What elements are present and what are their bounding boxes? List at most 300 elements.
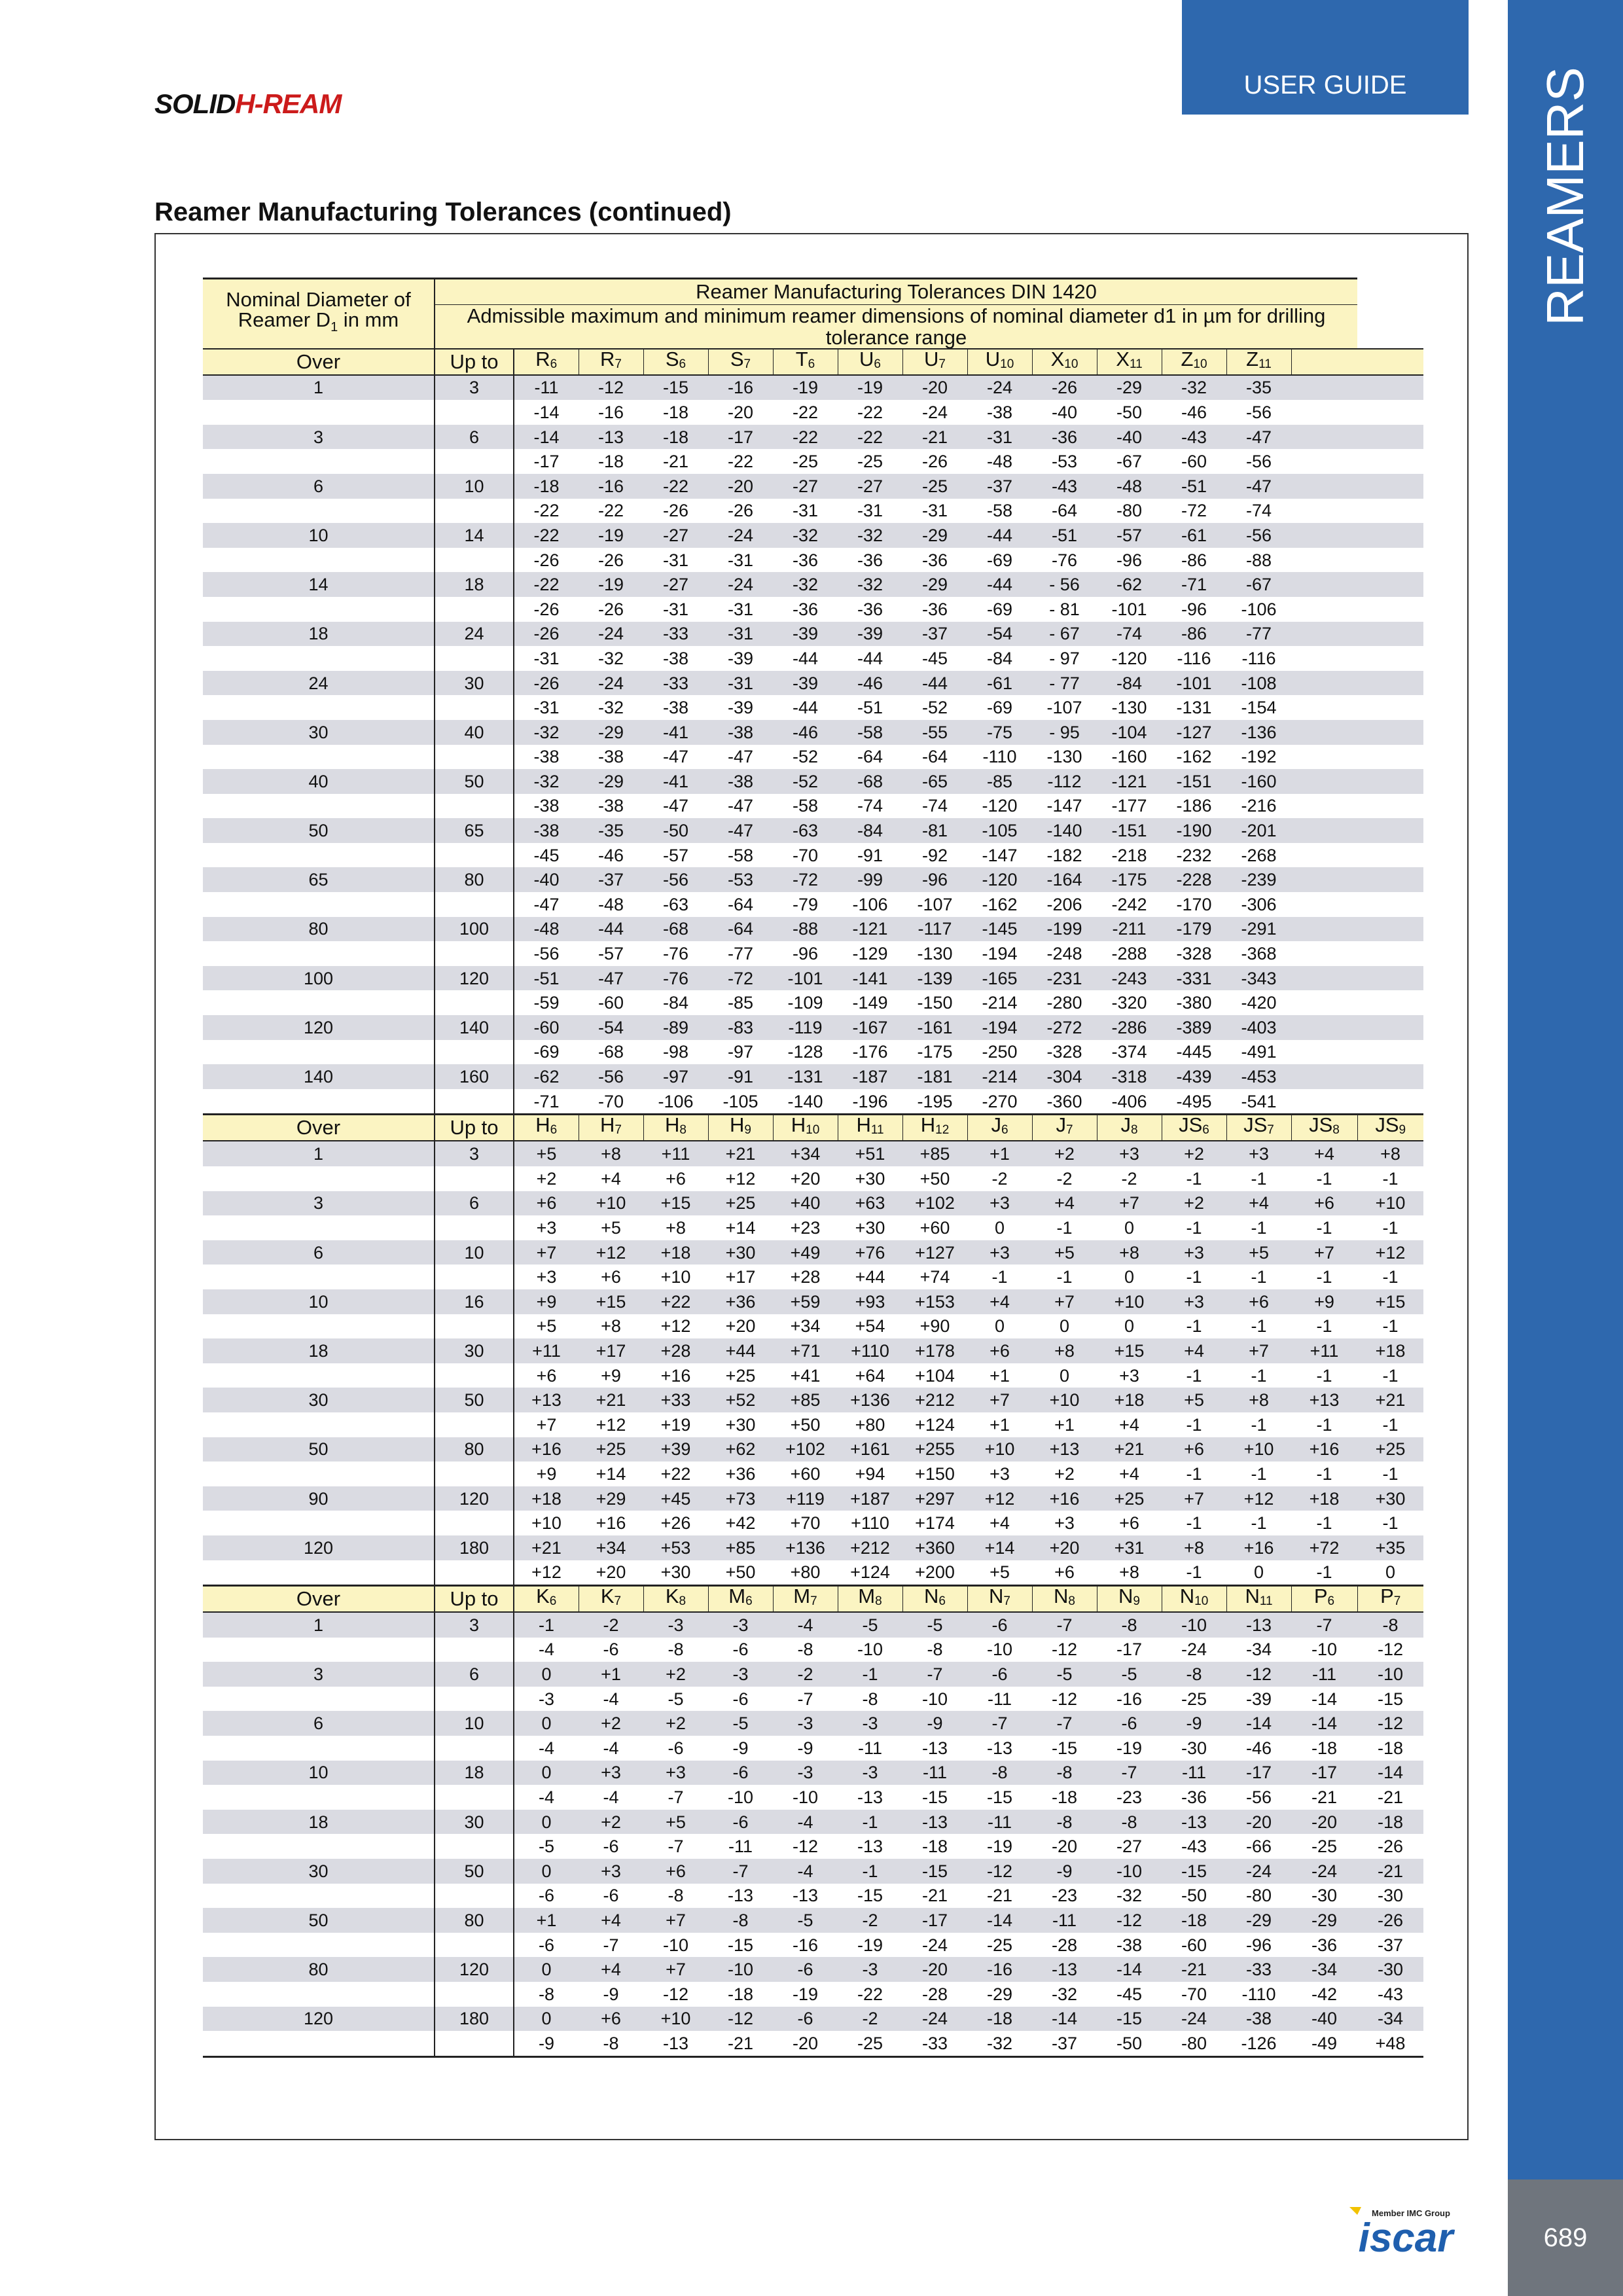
tolerance-value: -19: [838, 375, 902, 401]
empty-cell: [1357, 548, 1423, 573]
tolerance-value: +76: [838, 1240, 902, 1265]
tolerance-value: +30: [855, 1168, 885, 1189]
tolerance-value: -176: [852, 1042, 888, 1062]
tolerance-value: -6: [603, 1640, 619, 1660]
tolerance-value: +25: [725, 1365, 756, 1386]
empty-cell: [1357, 990, 1423, 1015]
tolerance-value: -1: [1382, 1316, 1399, 1336]
tolerance-value: +2: [579, 1810, 643, 1835]
tolerance-value: -9: [514, 2031, 579, 2056]
empty-cell: [1357, 1040, 1423, 1065]
table-row: [203, 867, 1423, 892]
tolerance-value: -147: [982, 845, 1018, 865]
tolerance-letter: Z: [1246, 348, 1259, 370]
over-cell: [203, 597, 435, 622]
tolerance-value: -130: [917, 944, 953, 964]
tolerance-value: -81: [902, 818, 967, 843]
tolerance-value: -25: [838, 2031, 902, 2056]
upto-cell: [435, 1412, 514, 1437]
tolerance-value: +4: [1226, 1191, 1291, 1216]
tolerance-value: -1: [1316, 1168, 1332, 1189]
tolerance-value: -16: [708, 375, 773, 401]
tolerance-class-header: [773, 1586, 838, 1613]
upto-cell: 80: [435, 867, 514, 892]
tolerance-class-header: [1097, 349, 1162, 375]
tolerance-value: -50: [1116, 402, 1143, 422]
tolerance-value: -63: [662, 894, 689, 914]
tolerance-value: -19: [579, 523, 643, 548]
upto-cell: [435, 1638, 514, 1662]
tolerance-value: +7: [1226, 1338, 1291, 1363]
tolerance-value: +9: [601, 1365, 621, 1386]
tolerance-value: -65: [902, 769, 967, 794]
table-row: [203, 1265, 1423, 1289]
empty-cell: [1291, 892, 1357, 917]
tolerance-value: -11: [728, 1837, 753, 1857]
tolerance-letter: M: [728, 1585, 746, 1608]
tolerance-value: -56: [533, 944, 560, 964]
tolerance-value: -119: [773, 1015, 838, 1040]
tolerance-value: -11: [1291, 1662, 1357, 1687]
user-guide-label: USER GUIDE: [1243, 71, 1407, 99]
tolerance-value: +12: [531, 1562, 562, 1583]
tolerance-value: -161: [902, 1015, 967, 1040]
empty-cell: [1291, 597, 1357, 622]
tolerance-class-header: [1291, 1586, 1357, 1613]
tolerance-value: -10: [921, 1689, 948, 1709]
upto-cell: [435, 1687, 514, 1712]
tolerance-value: -29: [1097, 375, 1162, 401]
over-cell: [203, 1462, 435, 1486]
tolerance-value: -36: [1181, 1787, 1207, 1808]
tolerance-grade: 10: [1194, 1594, 1209, 1609]
over-cell: 30: [203, 720, 435, 745]
tolerance-value: +26: [660, 1513, 691, 1534]
tolerance-value: -27: [1116, 1837, 1143, 1857]
tolerance-value: -67: [1226, 572, 1291, 597]
tolerance-value: +10: [1226, 1437, 1291, 1462]
tolerance-value: -6: [668, 1738, 684, 1758]
tolerance-value: -32: [597, 648, 624, 668]
tolerance-value: -48: [1097, 474, 1162, 499]
tolerance-value: -68: [838, 769, 902, 794]
tolerance-letter: N: [924, 1585, 939, 1608]
table-row: [203, 966, 1423, 991]
tolerance-value: -7: [1032, 1711, 1097, 1736]
tolerance-grade: 7: [1003, 1594, 1010, 1609]
tolerance-value: -60: [597, 993, 624, 1013]
tolerance-value: -69: [986, 599, 1013, 619]
tolerance-value: -1: [838, 1810, 902, 1835]
tolerance-value: -10: [857, 1640, 883, 1660]
tolerance-grade: 6: [549, 1594, 557, 1609]
tolerance-value: +25: [579, 1437, 643, 1462]
tolerance-letter: U: [924, 348, 939, 370]
tolerance-grade: 8: [875, 1594, 882, 1609]
tolerance-value: -374: [1111, 1042, 1147, 1062]
tolerance-value: -151: [1162, 769, 1226, 794]
empty-cell: [1357, 499, 1423, 524]
over-cell: [203, 1089, 435, 1115]
tolerance-value: -36: [921, 599, 948, 619]
tolerance-value: -27: [838, 474, 902, 499]
tolerance-value: -26: [1357, 1908, 1423, 1933]
tolerance-value: -18: [921, 1837, 948, 1857]
tolerance-grade: 7: [615, 357, 622, 371]
upto-cell: 10: [435, 1240, 514, 1265]
tolerance-value: +6: [1226, 1289, 1291, 1314]
tolerance-grade: 6: [1327, 1594, 1335, 1609]
tolerance-value: -9: [902, 1711, 967, 1736]
upto-header: Up to: [435, 349, 514, 375]
tolerance-value: -18: [597, 452, 624, 472]
tolerance-value: -8: [708, 1908, 773, 1933]
tolerance-value: +35: [1357, 1535, 1423, 1560]
tolerance-value: -1: [1251, 1513, 1267, 1534]
tolerance-value: -214: [982, 993, 1018, 1013]
tolerance-value: +52: [708, 1388, 773, 1412]
tolerance-value: -6: [967, 1662, 1032, 1687]
tolerance-value: +71: [773, 1338, 838, 1363]
tolerance-value: -1: [1382, 1365, 1399, 1386]
tolerance-value: +73: [708, 1486, 773, 1511]
nominal-header-line3: in mm: [338, 308, 399, 332]
tolerance-value: -291: [1226, 917, 1291, 942]
tolerance-value: -7: [1097, 1761, 1162, 1785]
over-cell: [203, 941, 435, 966]
page-number: 689: [1543, 2223, 1588, 2252]
tolerance-value: -175: [1097, 867, 1162, 892]
tolerance-value: -406: [1111, 1091, 1147, 1111]
tolerance-value: -175: [917, 1042, 953, 1062]
tolerance-value: -28: [1051, 1935, 1078, 1955]
table-row: [203, 1191, 1423, 1216]
tolerance-value: -214: [967, 1064, 1032, 1089]
tolerance-value: -3: [773, 1761, 838, 1785]
tolerance-value: -31: [727, 599, 754, 619]
tolerance-value: +187: [838, 1486, 902, 1511]
tolerance-value: -288: [1111, 944, 1147, 964]
table-row: [203, 1437, 1423, 1462]
tolerance-value: -12: [967, 1859, 1032, 1884]
tolerance-value: -67: [1116, 452, 1143, 472]
tolerance-letter: N: [1118, 1585, 1133, 1608]
tolerance-value: -162: [982, 894, 1018, 914]
tolerance-value: -179: [1162, 917, 1226, 942]
tolerance-value: -445: [1176, 1042, 1212, 1062]
tolerance-value: -47: [708, 818, 773, 843]
tolerance-value: -2: [838, 2007, 902, 2032]
tolerance-value: -25: [857, 452, 883, 472]
tolerance-value: -43: [1162, 425, 1226, 450]
tolerance-grade: 7: [1393, 1594, 1401, 1609]
tolerance-value: +124: [850, 1562, 890, 1583]
tolerance-value: -306: [1241, 894, 1277, 914]
tolerance-value: +102: [773, 1437, 838, 1462]
tolerance-value: -27: [643, 523, 708, 548]
tolerance-value: +5: [536, 1316, 557, 1336]
tolerance-value: +10: [1097, 1289, 1162, 1314]
over-cell: [203, 1736, 435, 1761]
tolerance-value: -50: [643, 818, 708, 843]
tolerance-value: -21: [662, 452, 689, 472]
table-row: [203, 818, 1423, 843]
tolerance-value: -117: [902, 917, 967, 942]
tolerance-value: -19: [773, 375, 838, 401]
empty-cell: [1291, 1040, 1357, 1065]
empty-cell: [1357, 745, 1423, 770]
tolerance-value: +18: [643, 1240, 708, 1265]
upto-cell: [435, 1166, 514, 1191]
table-row: [203, 671, 1423, 696]
tolerance-value: -43: [1032, 474, 1097, 499]
tolerance-class-header: [838, 1586, 902, 1613]
tolerance-value: -37: [967, 474, 1032, 499]
tolerance-value: +22: [660, 1463, 691, 1484]
tolerance-value: -51: [514, 966, 579, 991]
tolerance-value: -1: [838, 1662, 902, 1687]
tolerance-value: -196: [852, 1091, 888, 1111]
tolerance-value: -5: [773, 1908, 838, 1933]
tolerance-value: -46: [773, 720, 838, 745]
table-row: [203, 597, 1423, 622]
tolerance-value: +20: [790, 1168, 821, 1189]
tolerance-value: -145: [967, 917, 1032, 942]
tolerance-value: -19: [579, 572, 643, 597]
tolerance-class-header: [579, 349, 643, 375]
tolerance-value: +7: [514, 1240, 579, 1265]
empty-cell: [1291, 548, 1357, 573]
tolerance-value: -5: [902, 1612, 967, 1638]
tolerance-value: +20: [725, 1316, 756, 1336]
tolerance-value: -34: [1291, 1957, 1357, 1982]
empty-cell: [1291, 720, 1357, 745]
tolerance-value: +5: [514, 1141, 579, 1166]
tolerance-value: -56: [1245, 402, 1272, 422]
tolerance-value: -3: [838, 1957, 902, 1982]
tolerance-value: -48: [986, 452, 1013, 472]
tolerance-value: +18: [1357, 1338, 1423, 1363]
upto-cell: [435, 1040, 514, 1065]
tolerance-value: -1: [1186, 1217, 1202, 1238]
tolerance-grade: 6: [550, 357, 558, 371]
empty-cell: [1357, 449, 1423, 474]
table-row: [203, 1064, 1423, 1089]
upto-cell: [435, 1215, 514, 1240]
tolerance-value: +22: [643, 1289, 708, 1314]
tolerance-value: -12: [1051, 1640, 1078, 1660]
tolerance-value: +15: [1357, 1289, 1423, 1314]
tolerance-value: -63: [773, 818, 838, 843]
tolerance-value: +8: [666, 1217, 686, 1238]
tolerance-value: -4: [603, 1738, 619, 1758]
empty-cell: [1357, 917, 1423, 942]
side-band: [1508, 0, 1623, 2179]
tolerance-value: -37: [1032, 2031, 1097, 2056]
tolerance-grade: 6: [874, 357, 881, 371]
tolerance-value: +74: [919, 1267, 950, 1287]
tolerance-value: +7: [1032, 1289, 1097, 1314]
tolerance-value: +2: [1162, 1141, 1226, 1166]
tolerance-value: -15: [643, 375, 708, 401]
tolerance-value: -18: [1051, 1787, 1078, 1808]
tolerance-value: -6: [708, 1761, 773, 1785]
tolerance-value: +8: [601, 1316, 621, 1336]
tolerance-value: -2: [1121, 1168, 1137, 1189]
tolerance-value: -14: [1357, 1761, 1423, 1785]
tolerance-value: -53: [1051, 452, 1078, 472]
tolerance-value: -32: [514, 769, 579, 794]
tolerance-value: +48: [1357, 2031, 1423, 2056]
tolerance-value: -147: [1046, 796, 1082, 816]
over-cell: [203, 1363, 435, 1388]
tolerance-grade: 12: [935, 1123, 950, 1138]
tolerance-grade: 7: [1065, 1123, 1073, 1138]
tolerance-value: -44: [967, 572, 1032, 597]
tolerance-value: -11: [857, 1738, 883, 1758]
tolerance-grade: 7: [615, 1123, 622, 1138]
tolerance-letter: JS: [1375, 1114, 1399, 1137]
tolerance-value: +34: [579, 1535, 643, 1560]
tolerance-value: +4: [1119, 1414, 1139, 1435]
nominal-header-line1: Nominal Diameter of: [226, 288, 411, 312]
empty-cell: [1357, 769, 1423, 794]
tolerance-value: -1: [838, 1859, 902, 1884]
tolerance-value: -26: [662, 501, 689, 521]
upto-cell: 140: [435, 1015, 514, 1040]
tolerance-class-header: [643, 1115, 708, 1141]
tolerance-value: -1: [1186, 1168, 1202, 1189]
tolerance-value: -18: [643, 425, 708, 450]
upto-cell: 160: [435, 1064, 514, 1089]
tolerance-value: -24: [1162, 2007, 1226, 2032]
over-header: Over: [203, 1115, 435, 1141]
over-cell: 6: [203, 1240, 435, 1265]
tolerance-value: -69: [986, 550, 1013, 570]
tolerance-value: -22: [514, 572, 579, 597]
tolerance-value: -60: [1181, 452, 1207, 472]
tolerance-grade: 9: [1399, 1123, 1406, 1138]
tolerance-value: -6: [603, 1886, 619, 1906]
tolerance-letter: H: [791, 1114, 806, 1137]
upto-cell: 65: [435, 818, 514, 843]
empty-cell: [1357, 695, 1423, 720]
tolerance-value: -21: [1162, 1957, 1226, 1982]
tolerance-value: +60: [790, 1463, 821, 1484]
tolerance-value: +7: [536, 1414, 557, 1435]
tolerance-value: -1: [1382, 1168, 1399, 1189]
upto-cell: [435, 990, 514, 1015]
tolerance-value: +23: [790, 1217, 821, 1238]
tolerance-value: -16: [967, 1957, 1032, 1982]
tolerance-value: +5: [643, 1810, 708, 1835]
tolerance-value: -25: [1181, 1689, 1207, 1709]
tolerance-value: 0: [514, 1662, 579, 1687]
tolerance-value: +4: [990, 1513, 1010, 1534]
tolerance-value: +5: [601, 1217, 621, 1238]
tolerance-class-header: [708, 1586, 773, 1613]
tolerance-value: +85: [708, 1535, 773, 1560]
tolerance-class-header: [643, 349, 708, 375]
over-cell: 3: [203, 1662, 435, 1687]
table-row: [203, 1711, 1423, 1736]
tolerance-value: -10: [727, 1787, 754, 1808]
over-cell: 50: [203, 1908, 435, 1933]
tolerance-value: -38: [1116, 1935, 1143, 1955]
tolerance-value: +28: [790, 1267, 821, 1287]
tolerance-value: 0: [514, 1711, 579, 1736]
tolerance-value: +10: [643, 2007, 708, 2032]
tolerance-value: +1: [1054, 1414, 1075, 1435]
tolerance-class-header: [1291, 1115, 1357, 1141]
tolerance-value: -76: [643, 966, 708, 991]
tolerance-value: +150: [915, 1463, 955, 1484]
tolerance-value: -26: [921, 452, 948, 472]
tolerance-value: -12: [1377, 1640, 1404, 1660]
tolerance-value: -6: [732, 1689, 749, 1709]
upto-cell: [435, 1736, 514, 1761]
upto-cell: [435, 1089, 514, 1115]
tolerance-value: -8: [1357, 1612, 1423, 1638]
tolerance-value: -190: [1162, 818, 1226, 843]
tolerance-value: 0: [1253, 1562, 1264, 1583]
tolerance-value: -6: [773, 1957, 838, 1982]
over-cell: [203, 1511, 435, 1535]
over-cell: [203, 1166, 435, 1191]
tolerance-value: -243: [1097, 966, 1162, 991]
tolerance-value: -1: [1382, 1513, 1399, 1534]
brand-logo: [154, 88, 341, 120]
upto-cell: 80: [435, 1908, 514, 1933]
tolerance-value: -12: [792, 1837, 819, 1857]
tolerance-value: -136: [1226, 720, 1291, 745]
tolerance-value: -92: [921, 845, 948, 865]
tolerance-value: -60: [514, 1015, 579, 1040]
tolerance-value: -181: [902, 1064, 967, 1089]
empty-cell: [1357, 622, 1423, 647]
tolerance-value: -12: [662, 1984, 689, 2004]
tolerance-value: +25: [708, 1191, 773, 1216]
tolerance-letter: U: [985, 348, 1001, 370]
tolerance-value: +85: [773, 1388, 838, 1412]
over-cell: 18: [203, 1338, 435, 1363]
tolerance-value: +21: [1357, 1388, 1423, 1412]
tolerance-value: +41: [790, 1365, 821, 1386]
tolerance-value: 0: [1124, 1217, 1135, 1238]
tolerance-grade: 7: [810, 1594, 817, 1609]
tolerance-value: -5: [838, 1612, 902, 1638]
tolerance-value: -24: [708, 572, 773, 597]
tolerance-value: -331: [1162, 966, 1226, 991]
tolerance-value: -31: [792, 501, 819, 521]
user-guide-tab: [1182, 0, 1469, 115]
tolerance-value: -22: [792, 402, 819, 422]
tolerance-value: -13: [727, 1886, 754, 1906]
upto-cell: 80: [435, 1437, 514, 1462]
tolerance-value: -53: [708, 867, 773, 892]
tolerance-value: -57: [597, 944, 624, 964]
tolerance-value: -8: [538, 1984, 554, 2004]
brand-logo-part2: H-REAM: [235, 88, 342, 119]
tolerance-value: -1: [1251, 1217, 1267, 1238]
tolerance-value: -84: [1097, 671, 1162, 696]
tolerance-letter: N: [989, 1585, 1004, 1608]
tolerance-value: -22: [514, 523, 579, 548]
tolerance-value: -58: [838, 720, 902, 745]
tolerance-value: +70: [790, 1513, 821, 1534]
empty-cell: [1357, 1064, 1423, 1089]
tolerance-value: -139: [902, 966, 967, 991]
